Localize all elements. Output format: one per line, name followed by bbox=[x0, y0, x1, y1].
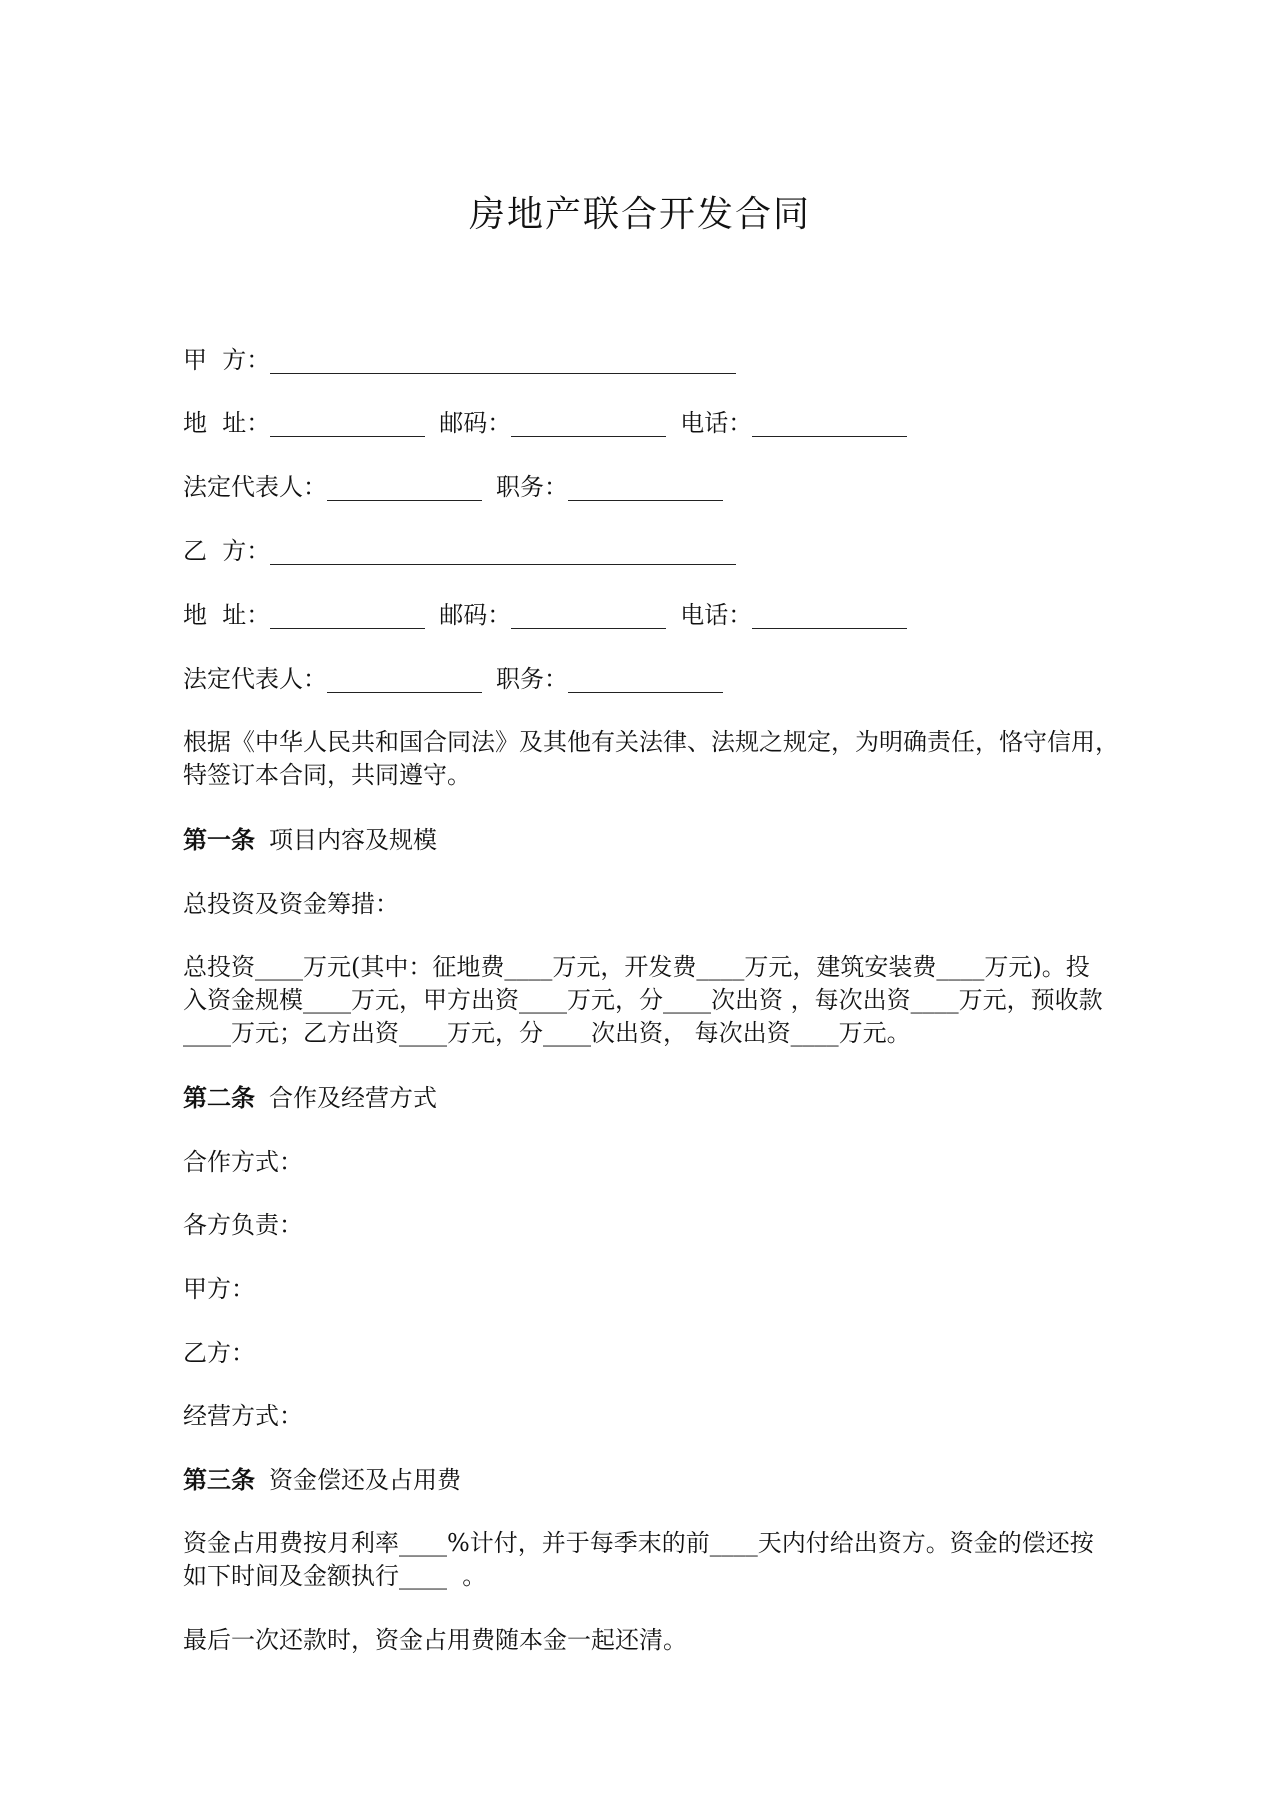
party-a-legal-rep-field[interactable] bbox=[327, 474, 482, 501]
party-b-phone-label: 电话： bbox=[680, 601, 753, 629]
party-a-row bbox=[183, 343, 736, 377]
party-a-postcode-label: 邮码： bbox=[439, 409, 512, 437]
party-a-label: 甲 方： bbox=[183, 346, 271, 374]
final-repayment-text: 最后一次还款时，资金占用费随本金一起还清。 bbox=[183, 1626, 687, 1654]
party-a-address-field[interactable] bbox=[270, 410, 425, 437]
party-b-legal-row bbox=[183, 662, 723, 696]
party-b-phone-field[interactable] bbox=[752, 602, 907, 629]
party-b-address-row bbox=[183, 598, 907, 632]
party-b-postcode-field[interactable] bbox=[511, 602, 666, 629]
party-b-position-label: 职务： bbox=[496, 665, 568, 693]
article-2-number: 第二条 bbox=[183, 1083, 255, 1112]
article-3-number: 第三条 bbox=[183, 1465, 255, 1494]
party-a-postcode-field[interactable] bbox=[511, 410, 666, 437]
preamble-paragraph bbox=[183, 726, 1183, 792]
party-b-legal-rep-label: 法定代表人： bbox=[183, 665, 327, 693]
repayment-line-2: 如下时间及金额执行____ 。 bbox=[183, 1562, 487, 1590]
article-1-funding-label: 总投资及资金筹措： bbox=[183, 890, 399, 918]
investment-line-1: 总投资____万元(其中：征地费____万元，开发费____万元，建筑安装费____万元)。投 bbox=[183, 953, 1090, 981]
article-2-heading bbox=[183, 1081, 437, 1115]
party-a-address-label: 地 址： bbox=[183, 409, 271, 437]
article-3-title: 资金偿还及占用费 bbox=[269, 1466, 461, 1494]
article-2-party-b-label: 乙方： bbox=[183, 1339, 255, 1367]
article-3-repayment-paragraph bbox=[183, 1527, 1183, 1593]
investment-line-2: 入资金规模____万元，甲方出资____万元，分____次出资 ，每次出资____万元，预收款 bbox=[183, 986, 1103, 1014]
repayment-line-1: 资金占用费按月利率____%计付，并于每季末的前____天内付给出资方。资金的偿还按 bbox=[183, 1529, 1094, 1557]
article-1-investment-paragraph bbox=[183, 951, 1183, 1050]
party-b-address-label: 地 址： bbox=[183, 601, 271, 629]
party-a-phone-field[interactable] bbox=[752, 410, 907, 437]
investment-line-3: ____万元；乙方出资____万元，分____次出资， 每次出资____万元。 bbox=[183, 1019, 911, 1047]
party-a-name-field[interactable] bbox=[270, 347, 736, 374]
preamble-line-2: 特签订本合同，共同遵守。 bbox=[183, 761, 471, 789]
cooperation-mode-label: 合作方式： bbox=[183, 1148, 303, 1176]
party-a-position-field[interactable] bbox=[568, 474, 723, 501]
page-title: 房地产联合开发合同 bbox=[468, 194, 811, 235]
responsibilities-label: 各方负责： bbox=[183, 1211, 303, 1239]
party-a-position-label: 职务： bbox=[496, 473, 568, 501]
party-b-postcode-label: 邮码： bbox=[439, 601, 512, 629]
article-1-number: 第一条 bbox=[183, 825, 255, 854]
article-3-heading bbox=[183, 1463, 461, 1497]
article-1-title: 项目内容及规模 bbox=[269, 826, 437, 854]
article-2-title: 合作及经营方式 bbox=[269, 1084, 437, 1112]
preamble-line-1: 根据《中华人民共和国合同法》及其他有关法律、法规之规定，为明确责任，恪守信用， bbox=[183, 728, 1119, 756]
party-a-legal-rep-label: 法定代表人： bbox=[183, 473, 327, 501]
party-b-legal-rep-field[interactable] bbox=[327, 666, 482, 693]
party-b-name-field[interactable] bbox=[270, 538, 736, 565]
party-b-row bbox=[183, 534, 736, 568]
party-b-address-field[interactable] bbox=[270, 602, 425, 629]
party-b-label: 乙 方： bbox=[183, 537, 271, 565]
article-1-heading bbox=[183, 823, 437, 857]
party-a-phone-label: 电话： bbox=[680, 409, 753, 437]
party-a-legal-row bbox=[183, 470, 723, 504]
party-a-address-row bbox=[183, 406, 907, 440]
article-2-party-a-label: 甲方： bbox=[183, 1275, 255, 1303]
operation-mode-label: 经营方式： bbox=[183, 1402, 303, 1430]
party-b-position-field[interactable] bbox=[568, 666, 723, 693]
